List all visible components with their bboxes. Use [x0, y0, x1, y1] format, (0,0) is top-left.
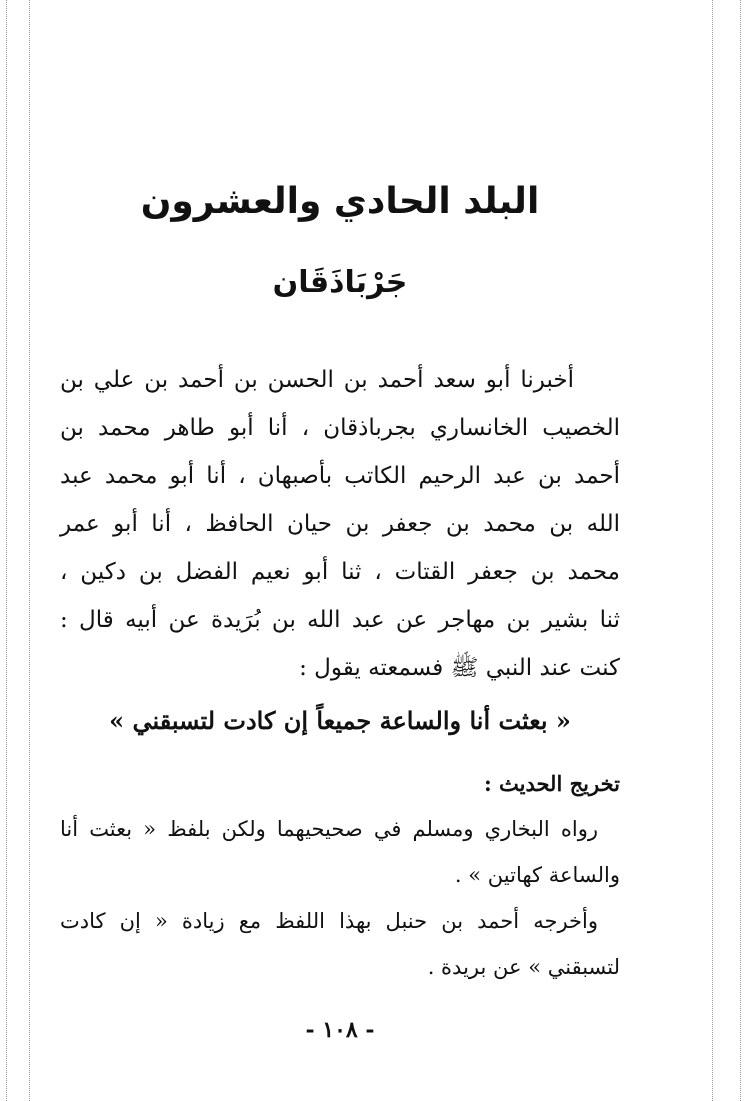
takhrij-line: لتسبقني » عن بريدة . [427, 955, 620, 979]
book-page [60, 0, 620, 1101]
narration-line: أحمد بن عبد الرحيم الكاتب بأصبهان ، أنا أبو محمد عبد [60, 463, 620, 489]
takhrij-line: والساعة كهاتين » . [454, 863, 620, 887]
scan-margin-line-right-outer [740, 0, 741, 1101]
place-name: جَرْبَاذَقَان [272, 265, 408, 300]
takhrij-line: وأخرجه أحمد بن حنبل بهذا اللفظ مع زيادة « إن كادت [60, 909, 598, 933]
narration-line: الله بن محمد بن جعفر بن حيان الحافظ ، أنا أبو عمر [60, 511, 620, 537]
scan-margin-line-left-outer [6, 0, 7, 1101]
takhrij-section [60, 762, 620, 990]
scan-margin-line-left-inner [29, 0, 30, 1101]
takhrij-heading: تخريج الحديث : [483, 771, 620, 796]
narration-block [60, 356, 620, 750]
narration-line: محمد بن جعفر القتات ، ثنا أبو نعيم الفضل بن دكين ، [60, 559, 620, 585]
narration-line: كنت عند النبي ﷺ فسمعته يقول : [299, 655, 620, 681]
hadith-text: « بعثت أنا والساعة جميعاً إن كادت لتسبقني » [109, 706, 571, 735]
takhrij-line: رواه البخاري ومسلم في صحيحيهما ولكن بلفظ « بعثت أنا [60, 817, 598, 841]
chapter-title: البلد الحادي والعشرون [140, 181, 540, 222]
narration-line: أخبرنا أبو سعد أحمد بن الحسن بن أحمد بن علي بن [60, 367, 574, 393]
page-number: - ١٠٨ - [305, 1017, 375, 1043]
narration-line: الخصيب الخانساري بجرباذقان ، أنا أبو طاهر محمد بن [60, 415, 620, 441]
narration-line: ثنا بشير بن مهاجر عن عبد الله بن بُرَيدة عن أبيه قال : [60, 607, 620, 633]
scan-margin-line-right-inner [712, 0, 713, 1101]
